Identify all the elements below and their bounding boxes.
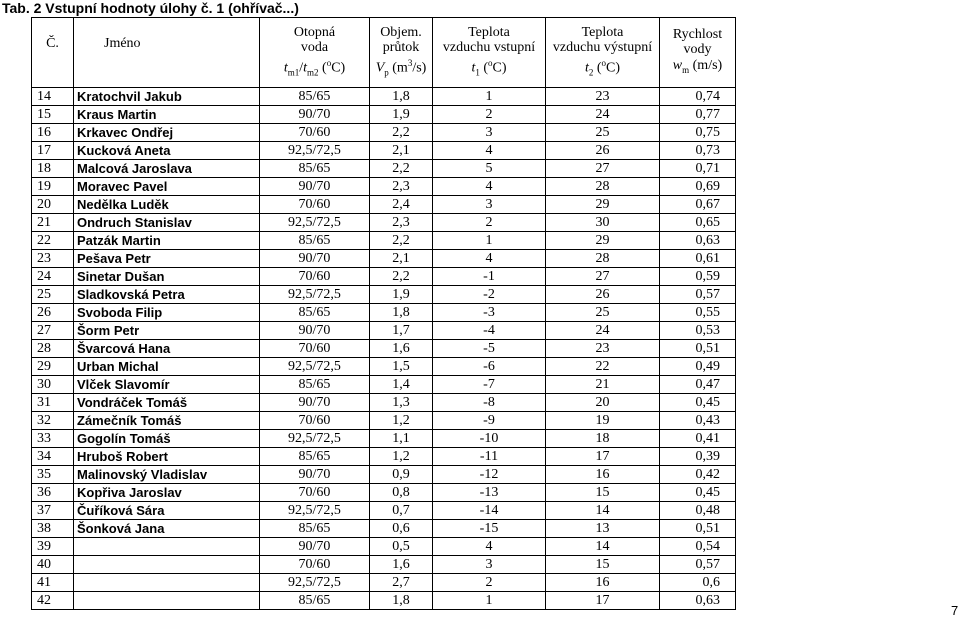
row-number: 31 <box>32 394 74 412</box>
row-flow: 2,2 <box>370 232 433 250</box>
row-flow: 2,2 <box>370 268 433 286</box>
row-air-outlet-temp: 13 <box>546 520 660 538</box>
row-water-temperature: 70/60 <box>260 340 370 358</box>
row-air-outlet-temp: 26 <box>546 142 660 160</box>
header-t2-line2: vzduchu výstupní <box>552 40 653 56</box>
row-flow: 1,2 <box>370 412 433 430</box>
row-number: 29 <box>32 358 74 376</box>
row-air-inlet-temp: 4 <box>433 538 546 556</box>
row-air-outlet-temp: 16 <box>546 574 660 592</box>
row-water-velocity: 0,42 <box>660 466 736 484</box>
table-row <box>32 574 736 592</box>
row-flow: 0,6 <box>370 520 433 538</box>
row-number: 20 <box>32 196 74 214</box>
subscript-m2: m2 <box>307 66 319 77</box>
row-number: 18 <box>32 160 74 178</box>
row-flow: 1,9 <box>370 106 433 124</box>
row-water-temperature: 90/70 <box>260 106 370 124</box>
row-water-temperature: 85/65 <box>260 376 370 394</box>
row-flow: 2,2 <box>370 160 433 178</box>
symbol-t: t <box>584 60 589 76</box>
row-air-inlet-temp: -7 <box>433 376 546 394</box>
row-air-outlet-temp: 24 <box>546 322 660 340</box>
header-water-velocity <box>660 18 736 88</box>
row-air-outlet-temp: 28 <box>546 178 660 196</box>
row-number: 23 <box>32 250 74 268</box>
table-row <box>32 304 736 322</box>
row-water-velocity: 0,51 <box>660 340 736 358</box>
row-water-temperature: 70/60 <box>260 268 370 286</box>
header-water-temperature-line1: Otopná <box>293 24 336 40</box>
row-air-outlet-temp: 25 <box>546 124 660 142</box>
page-number: 7 <box>951 603 959 618</box>
row-name: Kratochvil Jakub <box>74 88 260 106</box>
table-row <box>32 376 736 394</box>
row-number: 19 <box>32 178 74 196</box>
table-row <box>32 232 736 250</box>
header-name-label: Jméno <box>104 36 141 51</box>
row-air-inlet-temp: -12 <box>433 466 546 484</box>
row-number: 30 <box>32 376 74 394</box>
row-name <box>74 592 260 610</box>
row-name <box>74 538 260 556</box>
row-water-velocity: 0,45 <box>660 484 736 502</box>
table-row <box>32 484 736 502</box>
degree-sup: o <box>488 57 493 68</box>
input-values-table <box>31 17 736 610</box>
row-air-inlet-temp: 2 <box>433 214 546 232</box>
row-water-velocity: 0,57 <box>660 556 736 574</box>
row-name: Svoboda Filip <box>74 304 260 322</box>
row-number: 41 <box>32 574 74 592</box>
row-air-outlet-temp: 18 <box>546 430 660 448</box>
unit-ms: (m/s) <box>689 57 723 73</box>
row-flow: 1,1 <box>370 430 433 448</box>
row-water-velocity: 0,6 <box>660 574 736 592</box>
row-water-velocity: 0,51 <box>660 520 736 538</box>
row-air-inlet-temp: 3 <box>433 196 546 214</box>
row-number: 21 <box>32 214 74 232</box>
row-water-velocity: 0,75 <box>660 124 736 142</box>
row-air-inlet-temp: -14 <box>433 502 546 520</box>
row-air-inlet-temp: -11 <box>433 448 546 466</box>
row-number: 28 <box>32 340 74 358</box>
row-flow: 1,6 <box>370 556 433 574</box>
table-caption: Tab. 2 Vstupní hodnoty úlohy č. 1 (ohřívač...) <box>2 0 299 16</box>
row-air-outlet-temp: 23 <box>546 340 660 358</box>
row-water-temperature: 90/70 <box>260 178 370 196</box>
table-row <box>32 520 736 538</box>
row-water-velocity: 0,53 <box>660 322 736 340</box>
row-name: Malcová Jaroslava <box>74 160 260 178</box>
row-water-temperature: 70/60 <box>260 484 370 502</box>
row-air-outlet-temp: 15 <box>546 556 660 574</box>
header-flow <box>370 18 433 88</box>
row-water-temperature: 92,5/72,5 <box>260 286 370 304</box>
row-flow: 0,8 <box>370 484 433 502</box>
row-name: Krkavec Ondřej <box>74 124 260 142</box>
row-air-inlet-temp: -2 <box>433 286 546 304</box>
row-air-outlet-temp: 19 <box>546 412 660 430</box>
row-flow: 2,1 <box>370 142 433 160</box>
row-name: Vlček Slavomír <box>74 376 260 394</box>
row-water-velocity: 0,57 <box>660 286 736 304</box>
header-number <box>32 18 74 88</box>
row-air-outlet-temp: 27 <box>546 160 660 178</box>
row-name: Kucková Aneta <box>74 142 260 160</box>
symbol-t: t <box>303 60 307 76</box>
row-water-velocity: 0,45 <box>660 394 736 412</box>
row-water-temperature: 85/65 <box>260 592 370 610</box>
row-water-velocity: 0,63 <box>660 592 736 610</box>
row-water-velocity: 0,47 <box>660 376 736 394</box>
table-body <box>32 88 736 610</box>
table-row <box>32 538 736 556</box>
row-air-inlet-temp: -9 <box>433 412 546 430</box>
row-number: 40 <box>32 556 74 574</box>
row-water-temperature: 92,5/72,5 <box>260 214 370 232</box>
row-flow: 0,5 <box>370 538 433 556</box>
row-number: 14 <box>32 88 74 106</box>
row-water-velocity: 0,59 <box>660 268 736 286</box>
row-number: 25 <box>32 286 74 304</box>
table-row <box>32 466 736 484</box>
row-air-inlet-temp: 2 <box>433 574 546 592</box>
subscript-m: m <box>682 64 690 75</box>
row-name: Kopřiva Jaroslav <box>74 484 260 502</box>
row-number: 27 <box>32 322 74 340</box>
unit-close: /s) <box>412 60 427 76</box>
row-water-temperature: 90/70 <box>260 538 370 556</box>
row-water-temperature: 92,5/72,5 <box>260 358 370 376</box>
row-air-outlet-temp: 17 <box>546 448 660 466</box>
row-air-outlet-temp: 16 <box>546 466 660 484</box>
row-name: Šonková Jana <box>74 520 260 538</box>
row-water-temperature: 70/60 <box>260 124 370 142</box>
row-flow: 1,5 <box>370 358 433 376</box>
row-name: Čuříková Sára <box>74 502 260 520</box>
row-name: Hruboš Robert <box>74 448 260 466</box>
symbol-w: w <box>672 57 683 73</box>
row-name <box>74 556 260 574</box>
symbol-t: t <box>471 60 476 76</box>
row-name: Pešava Petr <box>74 250 260 268</box>
subscript-p: p <box>384 66 389 77</box>
row-water-temperature: 92,5/72,5 <box>260 502 370 520</box>
row-water-temperature: 85/65 <box>260 304 370 322</box>
row-air-inlet-temp: 1 <box>433 88 546 106</box>
header-flow-line2: průtok <box>382 40 420 56</box>
row-water-velocity: 0,63 <box>660 232 736 250</box>
row-number: 32 <box>32 412 74 430</box>
unit-open: ( <box>479 60 489 76</box>
table-row <box>32 196 736 214</box>
row-water-temperature: 92,5/72,5 <box>260 142 370 160</box>
table-row <box>32 340 736 358</box>
header-w-line2: vody <box>683 42 712 58</box>
row-air-outlet-temp: 23 <box>546 88 660 106</box>
row-number: 37 <box>32 502 74 520</box>
row-air-inlet-temp: 4 <box>433 178 546 196</box>
table-row <box>32 412 736 430</box>
row-air-inlet-temp: -15 <box>433 520 546 538</box>
table-row <box>32 322 736 340</box>
header-air-inlet-temperature <box>433 18 546 88</box>
row-air-outlet-temp: 29 <box>546 232 660 250</box>
row-water-temperature: 90/70 <box>260 466 370 484</box>
row-air-inlet-temp: 1 <box>433 592 546 610</box>
row-water-temperature: 90/70 <box>260 250 370 268</box>
row-number: 26 <box>32 304 74 322</box>
header-t2-line1: Teplota <box>581 24 624 40</box>
row-number: 39 <box>32 538 74 556</box>
unit-open: ( <box>318 60 327 76</box>
row-air-inlet-temp: 3 <box>433 556 546 574</box>
row-number: 36 <box>32 484 74 502</box>
table-row <box>32 214 736 232</box>
header-w-line1: Rychlost <box>672 26 723 42</box>
row-name: Moravec Pavel <box>74 178 260 196</box>
row-air-outlet-temp: 15 <box>546 484 660 502</box>
row-flow: 2,3 <box>370 178 433 196</box>
row-flow: 2,2 <box>370 124 433 142</box>
row-name: Kraus Martin <box>74 106 260 124</box>
header-t1-line2: vzduchu vstupní <box>442 40 536 56</box>
row-water-temperature: 70/60 <box>260 412 370 430</box>
header-number-label: Č. <box>46 36 59 51</box>
header-t1-line1: Teplota <box>468 24 510 40</box>
row-flow: 2,1 <box>370 250 433 268</box>
table-row <box>32 430 736 448</box>
header-flow-line1: Objem. <box>380 24 422 40</box>
row-air-inlet-temp: -13 <box>433 484 546 502</box>
row-flow: 1,2 <box>370 448 433 466</box>
row-name <box>74 574 260 592</box>
unit-close: C) <box>331 60 346 76</box>
row-water-velocity: 0,43 <box>660 412 736 430</box>
row-air-outlet-temp: 14 <box>546 538 660 556</box>
row-water-velocity: 0,41 <box>660 430 736 448</box>
row-air-outlet-temp: 26 <box>546 286 660 304</box>
unit-close: C) <box>606 60 621 76</box>
row-name: Švarcová Hana <box>74 340 260 358</box>
table-row <box>32 502 736 520</box>
row-name: Gogolín Tomáš <box>74 430 260 448</box>
row-name: Sladkovská Petra <box>74 286 260 304</box>
row-air-inlet-temp: -6 <box>433 358 546 376</box>
row-air-outlet-temp: 25 <box>546 304 660 322</box>
row-name: Ondruch Stanislav <box>74 214 260 232</box>
row-water-velocity: 0,61 <box>660 250 736 268</box>
row-flow: 1,8 <box>370 592 433 610</box>
row-air-inlet-temp: -4 <box>433 322 546 340</box>
row-water-velocity: 0,39 <box>660 448 736 466</box>
row-water-temperature: 90/70 <box>260 322 370 340</box>
table-row <box>32 142 736 160</box>
row-number: 34 <box>32 448 74 466</box>
row-flow: 1,4 <box>370 376 433 394</box>
row-water-temperature: 85/65 <box>260 520 370 538</box>
row-water-temperature: 85/65 <box>260 232 370 250</box>
degree-sup: o <box>326 57 332 68</box>
row-flow: 2,4 <box>370 196 433 214</box>
row-name: Vondráček Tomáš <box>74 394 260 412</box>
row-water-temperature: 85/65 <box>260 88 370 106</box>
row-flow: 1,9 <box>370 286 433 304</box>
row-number: 17 <box>32 142 74 160</box>
row-air-outlet-temp: 28 <box>546 250 660 268</box>
row-water-temperature: 90/70 <box>260 394 370 412</box>
row-name: Nedělka Luděk <box>74 196 260 214</box>
header-water-temperature-line2: voda <box>300 40 329 56</box>
subscript-2: 2 <box>588 66 594 77</box>
row-air-outlet-temp: 21 <box>546 376 660 394</box>
row-air-outlet-temp: 29 <box>546 196 660 214</box>
row-flow: 0,9 <box>370 466 433 484</box>
table-row <box>32 394 736 412</box>
row-water-velocity: 0,48 <box>660 502 736 520</box>
row-flow: 2,3 <box>370 214 433 232</box>
row-name: Sinetar Dušan <box>74 268 260 286</box>
row-water-velocity: 0,69 <box>660 178 736 196</box>
row-air-outlet-temp: 30 <box>546 214 660 232</box>
row-air-outlet-temp: 27 <box>546 268 660 286</box>
row-air-outlet-temp: 22 <box>546 358 660 376</box>
table-row <box>32 592 736 610</box>
header-name <box>74 18 260 88</box>
row-air-outlet-temp: 24 <box>546 106 660 124</box>
row-air-outlet-temp: 17 <box>546 592 660 610</box>
row-number: 42 <box>32 592 74 610</box>
cube-sup: 3 <box>407 57 413 68</box>
row-name: Malinovský Vladislav <box>74 466 260 484</box>
unit-close: C) <box>492 60 507 76</box>
row-water-velocity: 0,77 <box>660 106 736 124</box>
degree-sup: o <box>601 57 607 68</box>
row-water-temperature: 85/65 <box>260 160 370 178</box>
row-flow: 1,3 <box>370 394 433 412</box>
unit-open: (m <box>388 60 408 76</box>
row-water-velocity: 0,67 <box>660 196 736 214</box>
row-flow: 0,7 <box>370 502 433 520</box>
row-air-inlet-temp: -3 <box>433 304 546 322</box>
row-flow: 1,8 <box>370 88 433 106</box>
row-water-temperature: 85/65 <box>260 448 370 466</box>
row-water-velocity: 0,49 <box>660 358 736 376</box>
table-row <box>32 268 736 286</box>
row-number: 16 <box>32 124 74 142</box>
table-row <box>32 106 736 124</box>
row-name: Urban Michal <box>74 358 260 376</box>
row-water-velocity: 0,54 <box>660 538 736 556</box>
symbol-v: V <box>375 60 385 76</box>
row-flow: 1,8 <box>370 304 433 322</box>
table-row <box>32 448 736 466</box>
table-row <box>32 358 736 376</box>
row-number: 22 <box>32 232 74 250</box>
subscript-1: 1 <box>475 66 480 77</box>
row-number: 24 <box>32 268 74 286</box>
row-name: Patzák Martin <box>74 232 260 250</box>
table-row <box>32 124 736 142</box>
row-water-temperature: 92,5/72,5 <box>260 574 370 592</box>
row-flow: 1,7 <box>370 322 433 340</box>
row-water-velocity: 0,74 <box>660 88 736 106</box>
row-number: 35 <box>32 466 74 484</box>
row-air-inlet-temp: 4 <box>433 142 546 160</box>
row-number: 33 <box>32 430 74 448</box>
table-row <box>32 178 736 196</box>
row-air-inlet-temp: 5 <box>433 160 546 178</box>
row-water-velocity: 0,65 <box>660 214 736 232</box>
row-air-outlet-temp: 20 <box>546 394 660 412</box>
table-row <box>32 286 736 304</box>
table-row <box>32 88 736 106</box>
table-row <box>32 160 736 178</box>
table-header-row <box>32 18 736 88</box>
row-air-inlet-temp: -1 <box>433 268 546 286</box>
row-air-inlet-temp: -5 <box>433 340 546 358</box>
row-air-inlet-temp: 2 <box>433 106 546 124</box>
row-water-temperature: 92,5/72,5 <box>260 430 370 448</box>
row-flow: 2,7 <box>370 574 433 592</box>
row-air-inlet-temp: -8 <box>433 394 546 412</box>
row-water-velocity: 0,55 <box>660 304 736 322</box>
header-water-temperature <box>260 18 370 88</box>
row-water-temperature: 70/60 <box>260 556 370 574</box>
table-row <box>32 250 736 268</box>
table-row <box>32 556 736 574</box>
symbol-t: t <box>283 60 288 76</box>
row-number: 15 <box>32 106 74 124</box>
row-name: Zámečník Tomáš <box>74 412 260 430</box>
row-air-outlet-temp: 14 <box>546 502 660 520</box>
row-air-inlet-temp: 1 <box>433 232 546 250</box>
slash: / <box>299 60 304 76</box>
subscript-m1: m1 <box>287 66 300 77</box>
row-air-inlet-temp: 4 <box>433 250 546 268</box>
row-water-velocity: 0,73 <box>660 142 736 160</box>
row-water-velocity: 0,71 <box>660 160 736 178</box>
header-air-outlet-temperature <box>546 18 660 88</box>
row-air-inlet-temp: 3 <box>433 124 546 142</box>
row-number: 38 <box>32 520 74 538</box>
row-air-inlet-temp: -10 <box>433 430 546 448</box>
unit-open: ( <box>593 60 602 76</box>
row-flow: 1,6 <box>370 340 433 358</box>
row-water-temperature: 70/60 <box>260 196 370 214</box>
row-name: Šorm Petr <box>74 322 260 340</box>
